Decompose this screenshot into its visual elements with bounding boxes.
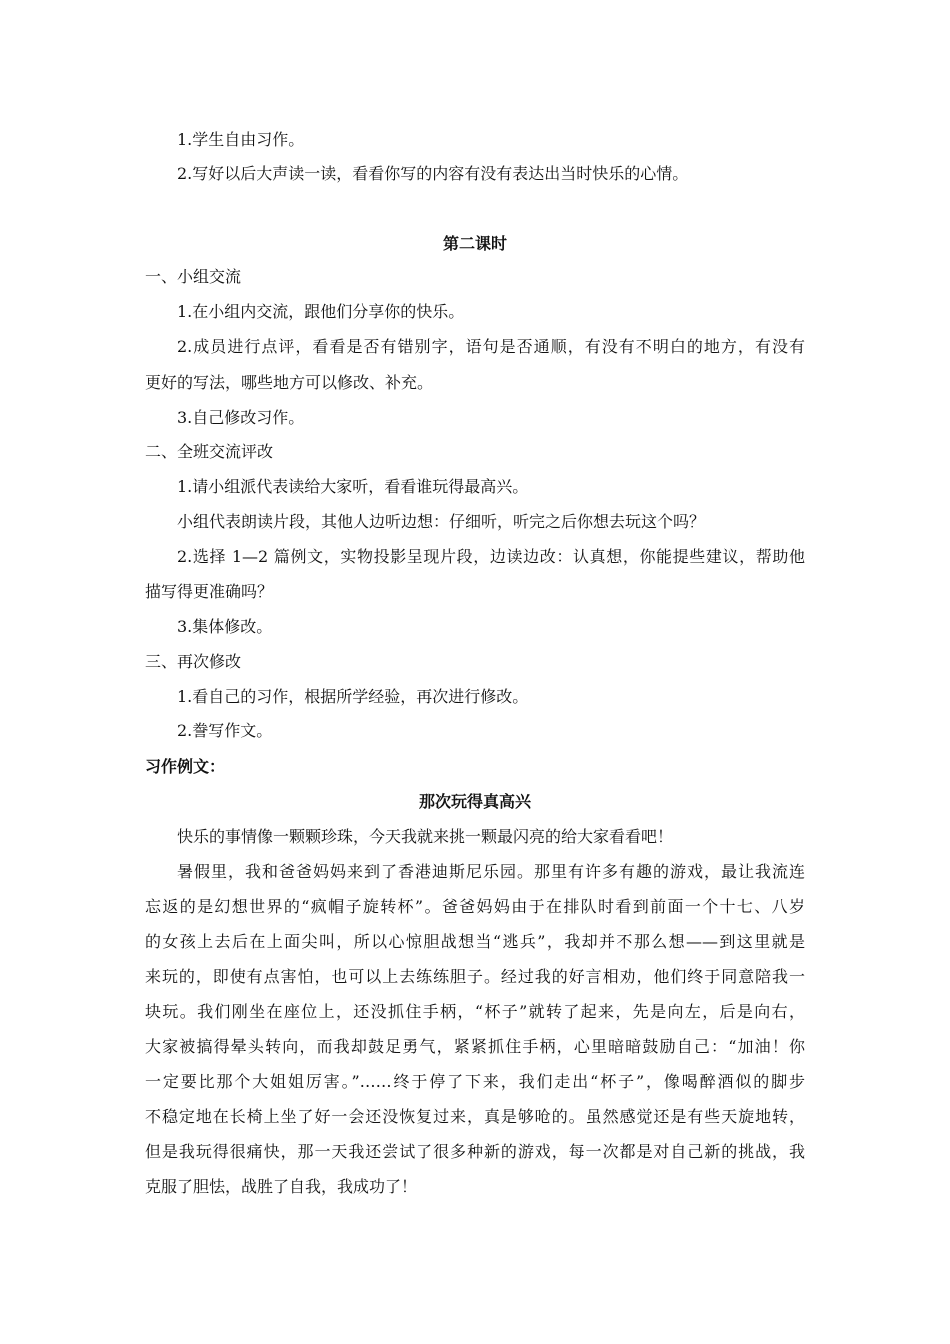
part2-heading: 二、全班交流评改 — [145, 442, 274, 461]
part3-item1: 1.看自己的习作，根据所学经验，再次进行修改。 — [177, 687, 529, 706]
example-para2-line: 的女孩上去后在上面尖叫，所以心惊胆战想当“逃兵”，我却并不那么想——到这里就是 — [145, 932, 805, 951]
example-para2-line: 块玩。我们刚坐在座位上，还没抓住手柄，“杯子”就转了起来，先是向左，后是向右， — [145, 1002, 805, 1021]
part3-item2: 2.誊写作文。 — [177, 721, 273, 740]
example-para2-line: 但是我玩得很痛快，那一天我还尝试了很多种新的游戏，每一次都是对自己新的挑战，我 — [145, 1142, 805, 1161]
part1-item1: 1.在小组内交流，跟他们分享你的快乐。 — [177, 302, 465, 321]
example-title: 那次玩得真高兴 — [418, 792, 531, 811]
part1-heading: 一、小组交流 — [145, 267, 242, 286]
part1-item3: 3.自己修改习作。 — [177, 408, 305, 427]
example-para2-line: 来玩的，即使有点害怕，也可以上去练练胆子。经过我的好言相劝，他们终于同意陪我一 — [145, 967, 805, 986]
example-para2-line: 大家被搞得晕头转向，而我却鼓足勇气，紧紧抓住手柄，心里暗暗鼓励自己：“加油！你 — [145, 1037, 805, 1056]
example-para2-line: 克服了胆怯，战胜了自我，我成功了！ — [145, 1177, 418, 1196]
lesson2-title: 第二课时 — [442, 234, 507, 253]
example-para1: 快乐的事情像一颗颗珍珠，今天我就来挑一颗最闪亮的给大家看看吧！ — [177, 827, 674, 846]
part2-item2-line2: 描写得更准确吗？ — [145, 582, 274, 601]
example-para2-line: 暑假里，我和爸爸妈妈来到了香港迪斯尼乐园。那里有许多有趣的游戏，最让我流连 — [177, 862, 805, 881]
example-label: 习作例文： — [145, 757, 226, 776]
part2-item3: 3.集体修改。 — [177, 617, 273, 636]
part2-item2-line1: 2.选择 1—2 篇例文，实物投影呈现片段，边读边改：认真想，你能提些建议，帮助他 — [177, 547, 805, 566]
part1-item2-line1: 2.成员进行点评，看看是否有错别字，语句是否通顺，有没有不明白的地方，有没有 — [177, 337, 805, 356]
example-para2-line: 不稳定地在长椅上坐了好一会还没恢复过来，真是够呛的。虽然感觉还是有些天旋地转， — [145, 1107, 805, 1126]
example-para2-line: 忘返的是幻想世界的“疯帽子旋转杯”。爸爸妈妈由于在排队时看到前面一个十七、八岁 — [145, 897, 805, 916]
part3-heading: 三、再次修改 — [145, 652, 242, 671]
part2-item1: 1.请小组派代表读给大家听，看看谁玩得最高兴。 — [177, 477, 529, 496]
example-para2-line: 一定要比那个大姐姐厉害。”……终于停了下来，我们走出“杯子”，像喝醉酒似的脚步 — [145, 1072, 805, 1091]
section1-item1: 1.学生自由习作。 — [177, 130, 305, 149]
part2-note: 小组代表朗读片段，其他人边听边想：仔细听，听完之后你想去玩这个吗？ — [177, 512, 706, 531]
section1-item2: 2.写好以后大声读一读，看看你写的内容有没有表达出当时快乐的心情。 — [177, 164, 689, 183]
part1-item2-line2: 更好的写法，哪些地方可以修改、补充。 — [145, 373, 434, 392]
